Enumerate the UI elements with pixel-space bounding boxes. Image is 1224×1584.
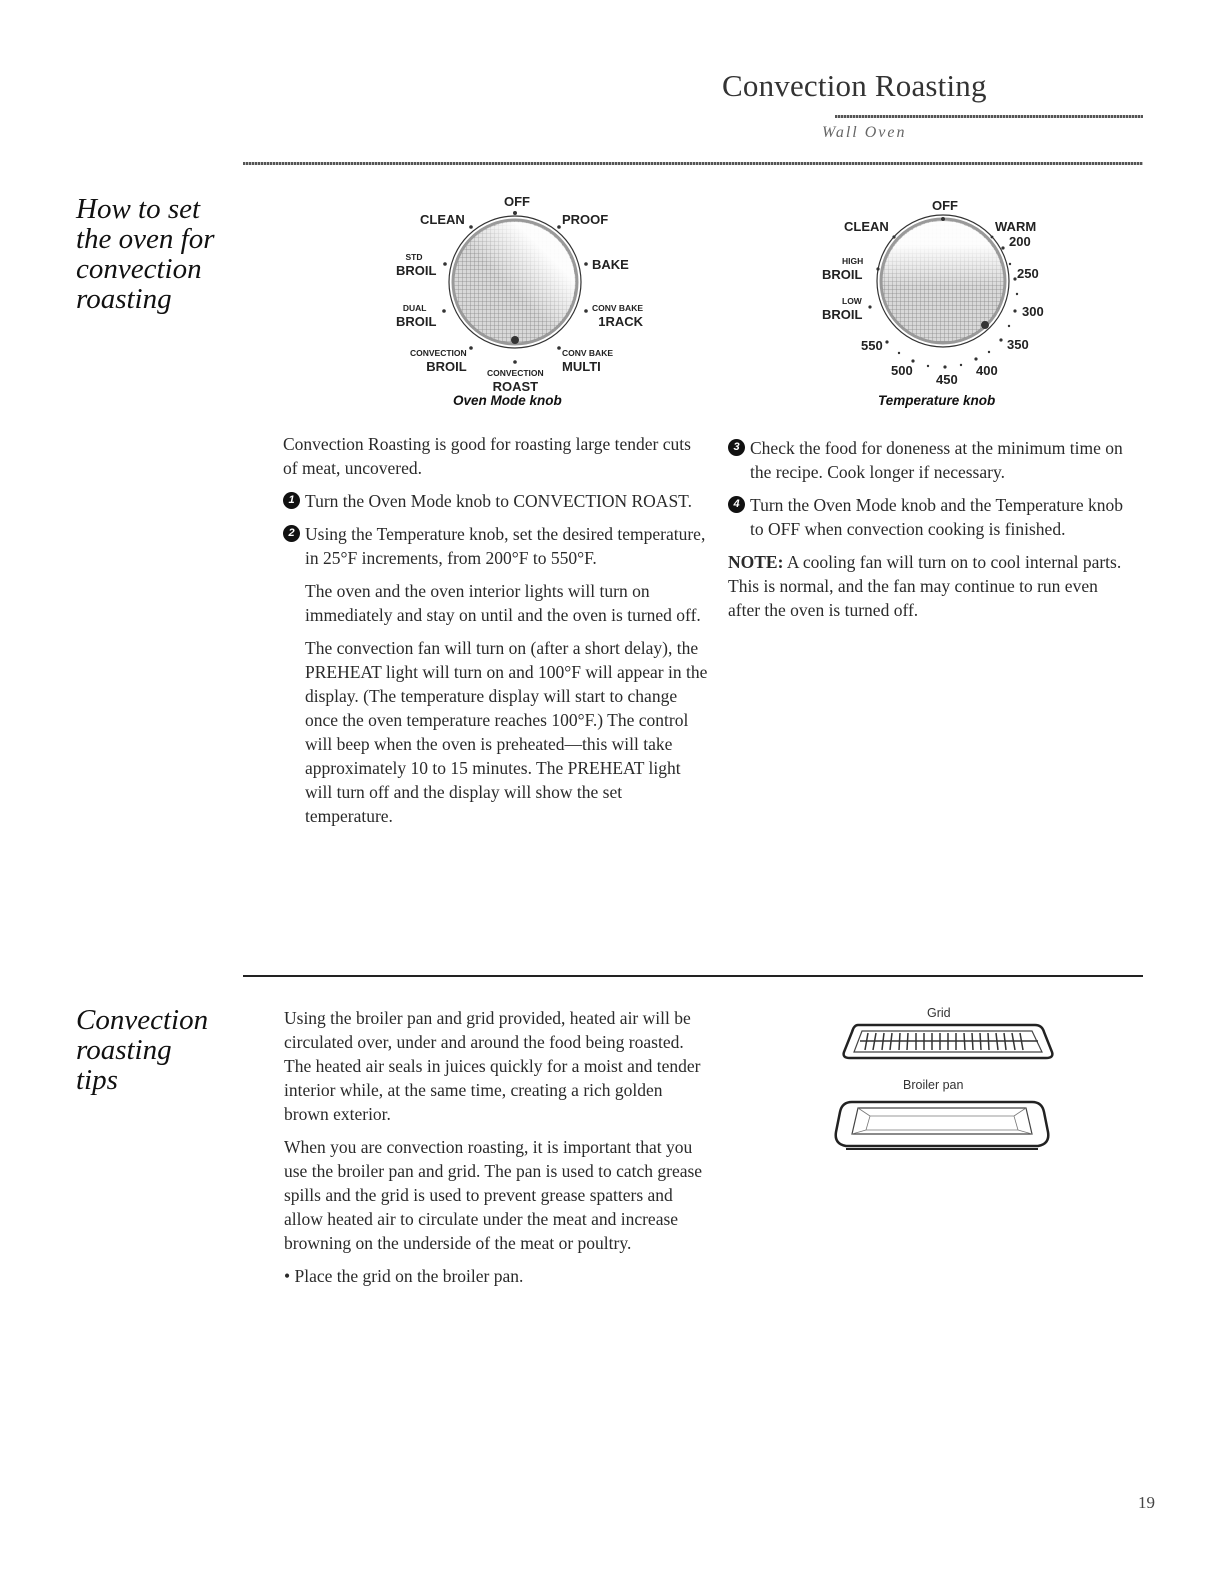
step-text: Using the Temperature knob, set the desired temperature, in 25°F increments, from 200°F to 550°F. [305, 524, 706, 568]
broiler-pan-icon [836, 1102, 1049, 1149]
heading-line: How to set [76, 193, 201, 225]
mode-label-conv-roast-main: ROAST [492, 379, 539, 394]
heading-line: roasting [76, 283, 172, 315]
mode-label-dual-main: BROIL [396, 314, 437, 329]
step-number-icon: 1 [283, 492, 300, 509]
step-2-detail-lights: The oven and the oven interior lights will turn on immediately and stay on until and the oven is turned off. [305, 581, 701, 625]
grid-and-pan-drawing [810, 1022, 1070, 1172]
section-divider [243, 975, 1143, 977]
intro-paragraph: Convection Roasting is good for roasting large tender cuts of meat, uncovered. [283, 434, 691, 478]
mode-label-clean: CLEAN [420, 212, 465, 227]
oven-mode-knob-caption: Oven Mode knob [453, 393, 562, 408]
temp-label-250: 250 [1017, 266, 1039, 281]
broiler-pan-illustration [810, 1000, 1070, 1170]
mode-label-std-main: BROIL [396, 263, 437, 278]
step-number-icon: 3 [728, 439, 745, 456]
grid-label: Grid [927, 1006, 951, 1020]
temp-label-550: 550 [861, 338, 883, 353]
section-heading-how-to-set [76, 194, 215, 314]
mode-label-conv-roast-small: CONVECTION [487, 368, 544, 378]
instructions-column-right [728, 436, 1128, 631]
mode-label-conv-bake-1-main: 1RACK [598, 314, 644, 329]
note-paragraph [728, 550, 1128, 622]
section-heading-tips [76, 1005, 208, 1095]
mode-label-conv-broil-main: BROIL [426, 359, 467, 374]
step-text: Turn the Oven Mode knob to CONVECTION ROAST. [305, 491, 692, 511]
mode-label-conv-bake-multi [562, 347, 613, 373]
step-text: Check the food for doneness at the minimum time on the recipe. Cook longer if necessary. [750, 438, 1123, 482]
oven-mode-knob-figure [370, 185, 670, 415]
mode-label-conv-roast [487, 367, 544, 393]
heading-line: Convection [76, 1004, 209, 1036]
temp-label-warm: WARM [995, 219, 1037, 234]
tips-bullet: • Place the grid on the broiler pan. [284, 1266, 524, 1286]
mode-label-conv-broil-small: CONVECTION [410, 348, 467, 358]
mode-label-std-small: STD [405, 252, 423, 262]
tips-paragraph-1: Using the broiler pan and grid provided, heated air will be circulated over, under and around the food being roasted. The heated air seals in juices quickly for a moist and tender interior while, at the same time, creating a rich golden brown exterior. [284, 1008, 701, 1124]
step-1 [283, 489, 708, 513]
temp-label-400: 400 [976, 363, 998, 378]
temp-label-clean: CLEAN [844, 219, 889, 234]
grid-icon [844, 1025, 1053, 1058]
heading-line: the oven for [76, 223, 215, 255]
heading-line: tips [76, 1064, 118, 1096]
step-number-icon: 2 [283, 525, 300, 542]
mode-label-conv-broil [410, 347, 467, 373]
mode-label-conv-bake-multi-main: MULTI [562, 359, 601, 374]
temperature-knob-figure [800, 185, 1060, 415]
mode-label-dual-small: DUAL [402, 303, 427, 313]
temp-label-low-broil [822, 295, 862, 321]
note-text: A cooling fan will turn on to cool internal parts. This is normal, and the fan may continue to run even after the oven is turned off. [728, 552, 1122, 620]
note-label: NOTE: [728, 552, 784, 572]
mode-label-conv-bake-multi-small: CONV BAKE [562, 348, 614, 358]
temp-label-off: OFF [932, 198, 958, 213]
header-rule [835, 115, 1143, 118]
temperature-knob-caption: Temperature knob [878, 393, 996, 408]
temp-label-350: 350 [1007, 337, 1029, 352]
step-text: Turn the Oven Mode knob and the Temperature knob to OFF when convection cooking is finished. [750, 495, 1124, 539]
temp-label-450: 450 [936, 372, 958, 387]
temp-label-300: 300 [1022, 304, 1044, 319]
mode-label-bake: BAKE [592, 257, 629, 272]
step-3 [728, 436, 1128, 484]
temp-label-200: 200 [1009, 234, 1031, 249]
temp-label-low-main: BROIL [822, 307, 863, 322]
heading-line: convection [76, 253, 202, 285]
mode-label-dual-broil [396, 302, 436, 328]
mode-label-conv-bake-1rack [592, 302, 643, 328]
section-rule-top [243, 162, 1143, 165]
temp-label-500: 500 [891, 363, 913, 378]
temp-label-high-broil [822, 255, 863, 281]
mode-label-conv-bake-1-small: CONV BAKE [592, 303, 644, 313]
step-2-detail-preheat: The convection fan will turn on (after a short delay), the PREHEAT light will turn on and 100°F will appear in the display. (The temperature display will start to change once the oven temperature reaches 100°F.) The control will beep when the oven is preheated—this will take approximately 10 to 15 minutes. The PREHEAT light will turn off and the display will show the set temperature. [305, 638, 708, 826]
mode-label-off: OFF [504, 194, 530, 209]
heading-line: roasting [76, 1034, 172, 1066]
step-2 [283, 522, 708, 570]
page-subtitle: Wall Oven [822, 124, 907, 141]
broiler-pan-label: Broiler pan [903, 1078, 964, 1092]
temp-label-low-small: LOW [842, 296, 862, 306]
step-number-icon: 4 [728, 496, 745, 513]
step-4 [728, 493, 1128, 541]
page-number: 19 [1138, 1493, 1155, 1512]
tips-paragraph-2: When you are convection roasting, it is important that you use the broiler pan and grid. The pan is used to catch grease spills and the grid is used to prevent grease spatters and allow heated air to circulate under the meat and increase browning on the underside of the meat or poultry. [284, 1137, 703, 1253]
mode-label-std-broil [396, 251, 436, 277]
instructions-column-left [283, 432, 708, 837]
mode-label-proof: PROOF [562, 212, 609, 227]
temp-label-high-main: BROIL [822, 267, 863, 282]
page-title: Convection Roasting [722, 68, 987, 103]
temp-label-high-small: HIGH [842, 256, 864, 266]
tips-column [284, 1006, 709, 1297]
